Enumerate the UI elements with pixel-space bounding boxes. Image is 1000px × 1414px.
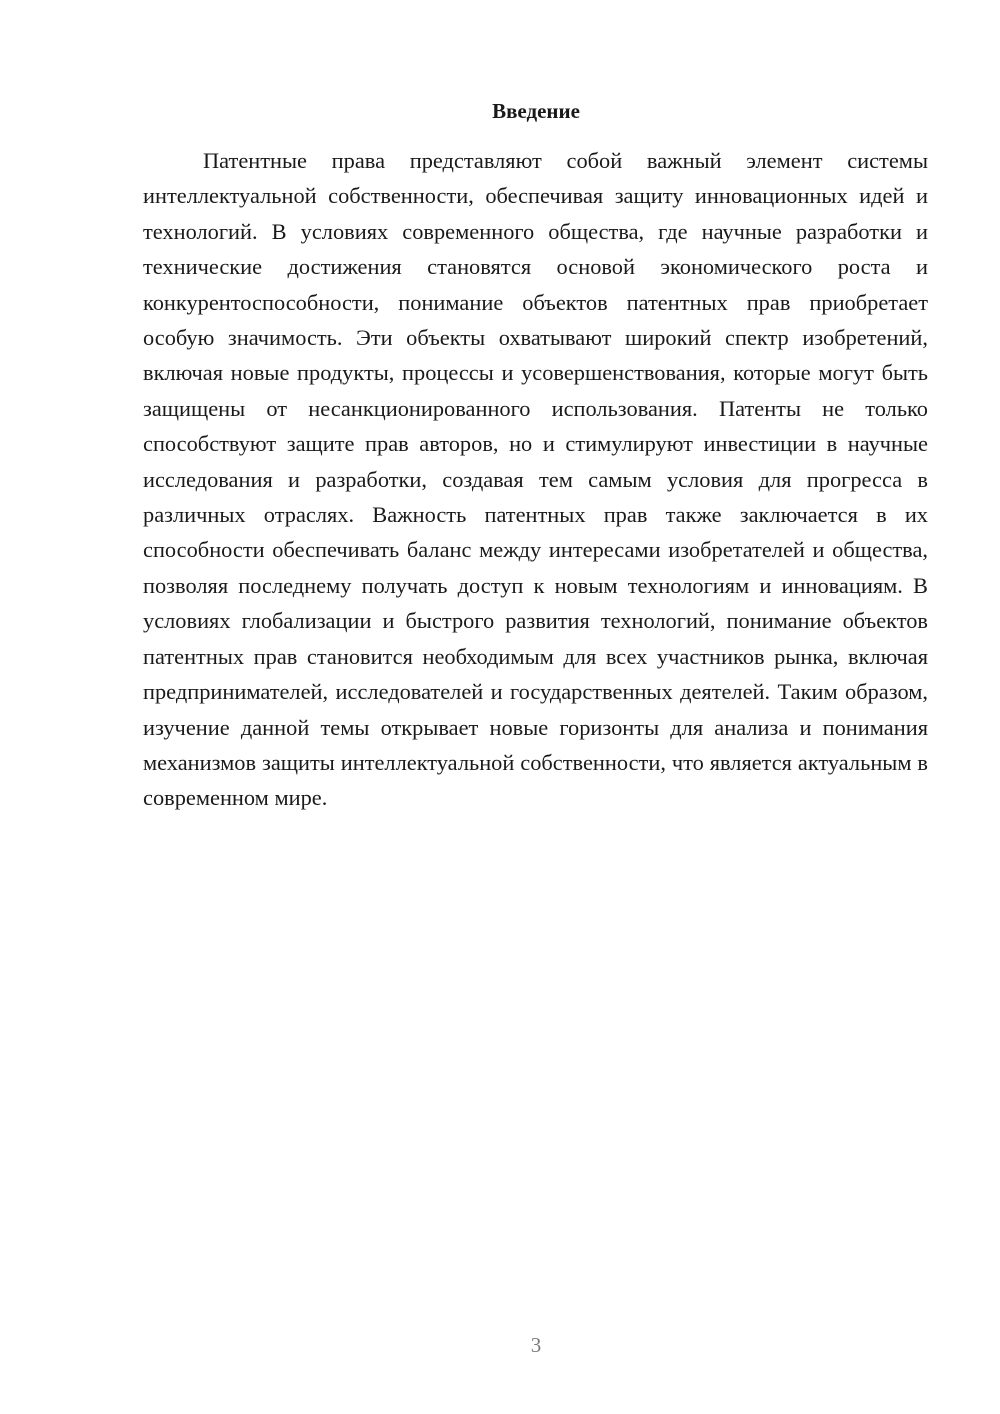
section-heading: Введение <box>492 99 580 123</box>
page-number: 3 <box>530 1333 542 1357</box>
body-paragraph: Патентные права представляют собой важный элемент системы интеллектуальной собственности, обеспечивая защиту инновационных идей и технологий. В условиях современного общества, где научные разработки и технические достижения становятся основой экономического роста и конкурентоспособности, понимание объектов патентных прав приобретает особую значимость. Эти объекты охватывают широкий спектр изобретений, включая новые продукты, процессы и усовершенствования, которые могут быть защищены от несанкционированного использования. Патенты не только способствуют защите прав авторов, но и стимулируют инвестиции в научные исследования и разработки, создавая тем самым условия для прогресса в различных отраслях. Важность патентных прав также заключается в их способности обеспечивать баланс между интересами изобретателей и общества, позволяя последнему получать доступ к новым технологиям и инновациям. В условиях глобализации и быстрого развития технологий, понимание объектов патентных прав становится необходимым для всех участников рынка, включая предпринимателей, исследователей и государственных деятелей. Таким образом, изучение данной темы открывает новые горизонты для анализа и понимания механизмов защиты интеллектуальной собственности, что является актуальным в современном мире. <box>143 148 928 811</box>
